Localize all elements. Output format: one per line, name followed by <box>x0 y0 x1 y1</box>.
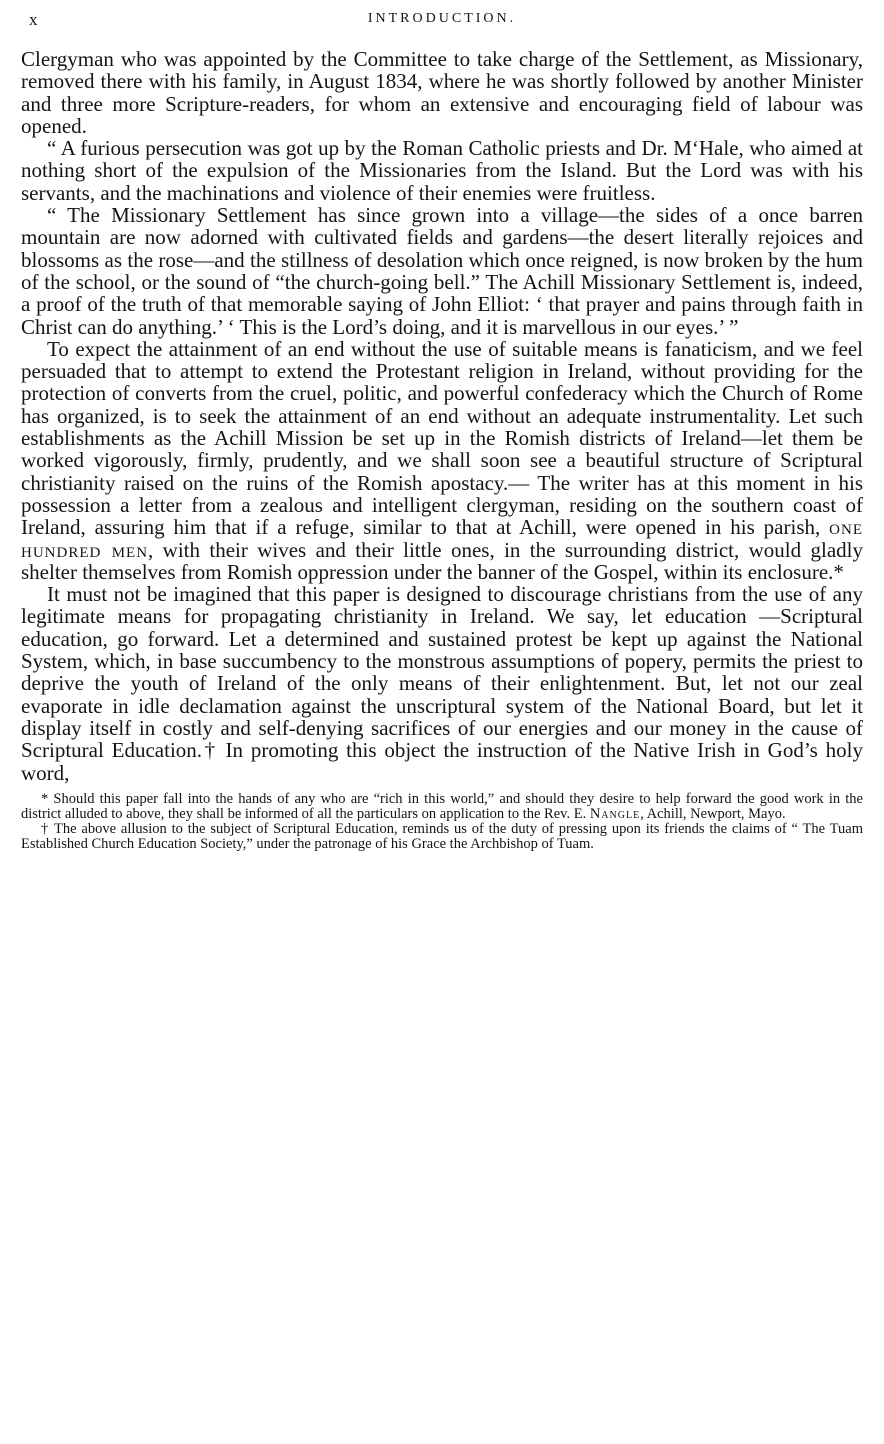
footnote-1 <box>21 792 863 822</box>
footnote-1-name: Nangle <box>589 806 641 822</box>
footnotes <box>21 792 863 853</box>
paragraph-4 <box>21 338 863 583</box>
footnote-1-part-2: , Achill, Newport, Mayo. <box>640 806 786 822</box>
paragraph-4-part-2: , with their wives and their little ones, in the surrounding district, would gladly shelter themselves from Romish oppression under the banner of the Gospel, within its enclosure.* <box>21 537 863 584</box>
paragraph-5: It must not be imagined that this paper is designed to discourage christians from the use of any legitimate means for propagating christianity in Ireland. We say, let education —Scriptural education, go forward. Let a determined and sustained protest be kept up against the National System, which, in base succumbency to the monstrous assumptions of popery, permits the priest to deprive the youth of Ireland of the only means of their enlightenment. But, let not our zeal evaporate in idle declamation against the unscriptural system of the National Board, but let it display itself in costly and self-denying sacrifices of our energies and our money in the cause of Scriptural Education.† In promoting this object the instruction of the Native Irish in God’s holy word, <box>21 582 863 785</box>
running-head <box>21 8 863 48</box>
paragraph-1: Clergyman who was appointed by the Committee to take charge of the Settlement, as Missionary, removed there with his family, in August 1834, where he was shortly followed by another Minister and three more Scripture-readers, for whom an extensive and encouraging field of labour was opened. <box>21 47 863 138</box>
body-text <box>21 48 863 784</box>
running-title: INTRODUCTION. <box>367 11 517 26</box>
page-number: x <box>29 10 38 29</box>
paragraph-4-part-1: To expect the attainment of an end without the use of suitable means is fanaticism, and we feel persuaded that to attempt to extend the Protestant religion in Ireland, without providing for the protection of converts from the cruel, politic, and powerful confederacy which the Church of Rome has organized, is to seek the attainment of an end without an adequate instrumentality. Let such establishments as the Achill Mission be set up in the Romish districts of Ireland—let them be worked vigorously, firmly, prudently, and we shall soon see a beautiful structure of Scriptural christianity raised on the ruins of the Romish apostacy.— The writer has at this moment in his possession a letter from a zealous and intelligent clergyman, residing on the southern coast of Ireland, assuring him that if a refuge, similar to that at Achill, were opened in his parish, <box>21 336 863 540</box>
one-hundred-men-smallcaps: one hundred men <box>21 515 863 562</box>
footnote-1-part-1: * Should this paper fall into the hands of any who are “rich in this world,” and should they desire to help forward the good work in the district alluded to above, they shall be informed of all the particulars on application to the Rev. E. <box>21 790 863 822</box>
paragraph-2: “ A furious persecution was got up by the Roman Catholic priests and Dr. M‘Hale, who aimed at nothing short of the expulsion of the Missionaries from the Island. But the Lord was with his servants, and the machinations and violence of their enemies were fruitless. <box>21 136 863 205</box>
footnote-2: † The above allusion to the subject of Scriptural Education, reminds us of the duty of pressing upon its friends the claims of “ The Tuam Established Church Education Society,” under the patronage of his Grace the Archbishop of Tuam. <box>21 821 863 853</box>
paragraph-3: “ The Missionary Settlement has since grown into a village—the sides of a once barren mountain are now adorned with cultivated fields and gardens—the desert literally rejoices and blossoms as the rose—and the stillness of desolation which once reigned, is now broken by the hum of the school, or the sound of “the church-going bell.” The Achill Missionary Settlement is, indeed, a proof of the truth of that memorable saying of John Elliot: ‘ that prayer and pains through faith in Christ can do anything.’ ‘ This is the Lord’s doing, and it is marvellous in our eyes.’ ” <box>21 203 863 339</box>
